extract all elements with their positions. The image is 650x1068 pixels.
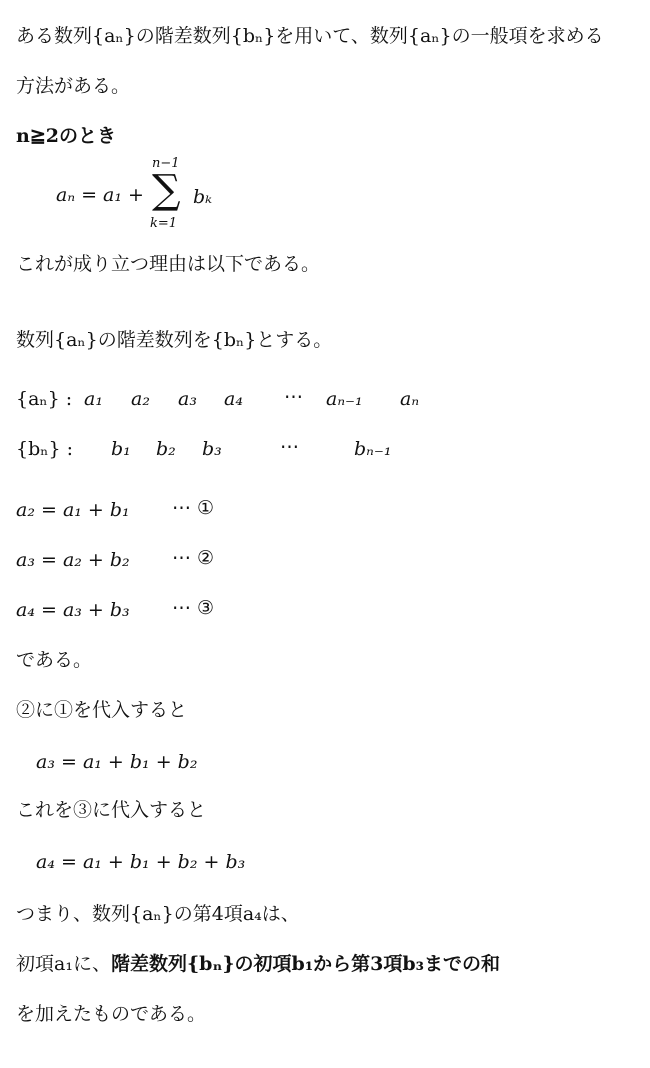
sequence-b-label: {bₙ} : [16, 438, 73, 460]
sequence-a-term: a₁ [84, 388, 103, 410]
equation-2: a₃ = a₂ + b₂ [16, 549, 130, 571]
sequence-b-term: b₃ [202, 438, 222, 460]
summary-line-3: を加えたものである。 [16, 1003, 207, 1025]
summary-line-2-bold: 階差数列{bₙ}の初項b₁から第3項b₃までの和 [110, 953, 500, 975]
sequence-a-term: a₂ [131, 388, 150, 410]
formula-right: bₖ [193, 186, 213, 208]
sequence-a-label: {aₙ} : [16, 388, 73, 410]
reason-line: これが成り立つ理由は以下である。 [16, 253, 321, 275]
formula-left: aₙ = a₁ + [56, 184, 144, 206]
equation-2-number: ⋯ ② [172, 547, 215, 569]
summary-line-2 [16, 952, 500, 976]
condition-line: n≧2のとき [16, 125, 116, 147]
equation-3-number: ⋯ ③ [172, 597, 215, 619]
equation-1-number: ⋯ ① [172, 497, 215, 519]
sequence-a-term: a₄ [224, 388, 243, 410]
sequence-a-term: aₙ [400, 388, 420, 410]
summary-line-2-start: 初項a₁に、 [16, 953, 111, 975]
sequence-a-ellipsis: ⋯ [284, 386, 303, 408]
sequence-a-term: aₙ₋₁ [326, 388, 363, 410]
sigma-sign: ∑ [152, 167, 181, 213]
definition-line: 数列{aₙ}の階差数列を{bₙ}とする。 [16, 329, 333, 351]
summation-formula [56, 156, 276, 236]
equation-3: a₄ = a₃ + b₃ [16, 599, 130, 621]
sequence-a-term: a₃ [178, 388, 197, 410]
sum-upper-limit: n−1 [152, 156, 180, 171]
substitution-line-2: これを③に代入すると [16, 799, 207, 821]
summary-line-1: つまり、数列{aₙ}の第4項a₄は、 [16, 903, 300, 925]
intro-line-1: ある数列{aₙ}の階差数列{bₙ}を用いて、数列{aₙ}の一般項を求める [16, 25, 604, 47]
sequence-b-term: b₁ [111, 438, 131, 460]
substitution-line-1: ②に①を代入すると [16, 699, 188, 721]
equation-1: a₂ = a₁ + b₁ [16, 499, 130, 521]
sum-lower-limit: k=1 [150, 216, 178, 231]
intro-line-2: 方法がある。 [16, 75, 131, 97]
equation-5: a₄ = a₁ + b₁ + b₂ + b₃ [36, 851, 246, 873]
conclusion-line-1: である。 [16, 649, 93, 671]
sequence-b-term: bₙ₋₁ [354, 438, 392, 460]
equation-4: a₃ = a₁ + b₁ + b₂ [36, 751, 198, 773]
sequence-b-term: b₂ [156, 438, 176, 460]
sequence-b-ellipsis: ⋯ [280, 436, 299, 458]
